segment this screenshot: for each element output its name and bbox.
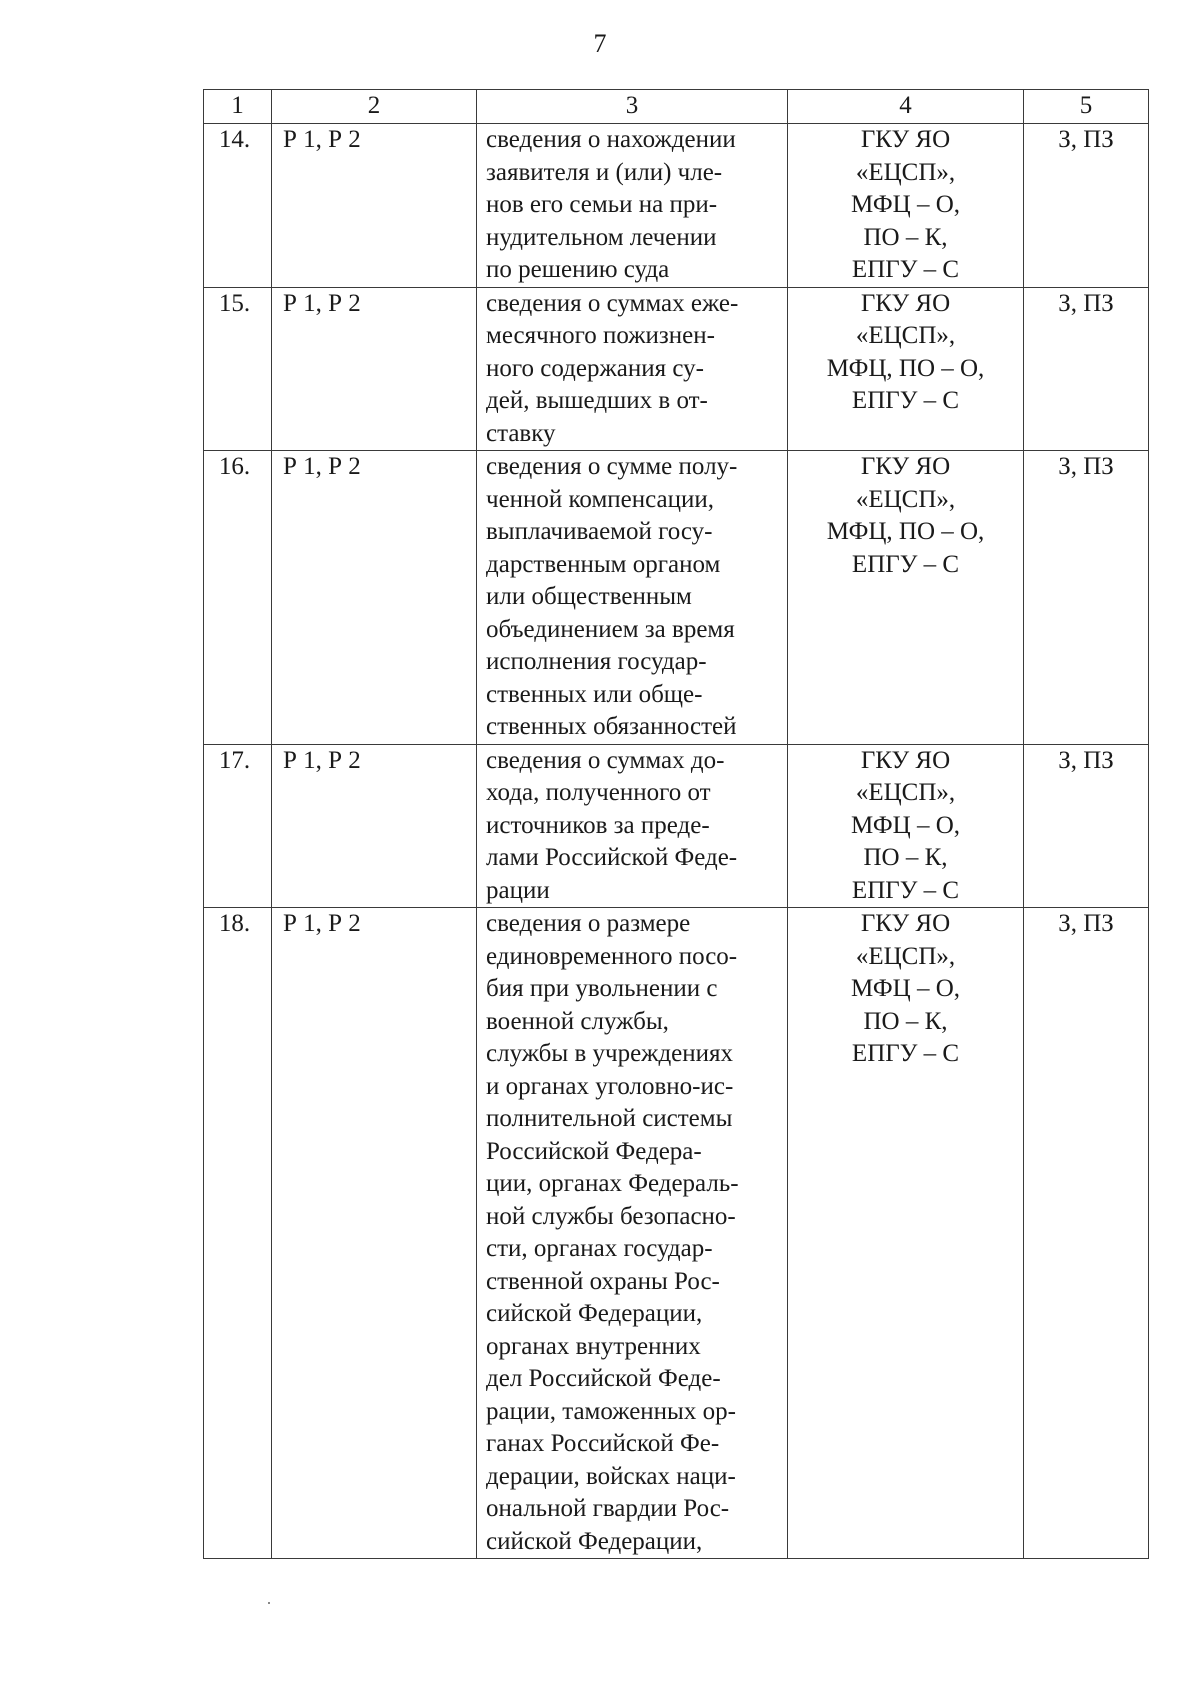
source-line: МФЦ – О,: [850, 975, 960, 1002]
row-source: [788, 451, 1024, 745]
description-line: дей, вышедших в от-: [486, 387, 708, 414]
row-type: З, ПЗ: [1024, 744, 1149, 908]
source-line: ГКУ ЯО: [860, 746, 951, 774]
description-line: ственной охраны Рос-: [486, 1267, 720, 1295]
source-line: МФЦ – О,: [850, 191, 960, 218]
description-line: дел Российской Феде-: [486, 1365, 721, 1392]
row-basis: Р 1, Р 2: [272, 451, 477, 745]
description-line: исполнения государ-: [486, 648, 707, 675]
description-line: военной службы,: [486, 1007, 669, 1035]
description-line: сведения о суммах еже-: [486, 289, 739, 317]
table-row: [204, 744, 1149, 908]
description-line: сти, органах государ-: [486, 1235, 713, 1262]
row-type: З, ПЗ: [1024, 451, 1149, 745]
row-type: З, ПЗ: [1024, 124, 1149, 288]
source-line: ЕПГУ – С: [851, 387, 960, 414]
source-line: МФЦ, ПО – О,: [826, 354, 985, 382]
source-line: ГКУ ЯО: [860, 453, 951, 480]
description-line: сведения о нахождении: [486, 126, 736, 153]
description-line: по решению суда: [486, 256, 670, 283]
row-number: 16.: [204, 451, 272, 745]
description-line: ганах Российской Фе-: [486, 1430, 720, 1457]
row-basis: Р 1, Р 2: [272, 744, 477, 908]
source-line: ПО – К,: [863, 223, 948, 251]
row-source: [788, 124, 1024, 288]
description-line: сведения о размере: [486, 910, 691, 937]
documents-table: [203, 89, 1149, 1559]
header-cell-1: 1: [204, 90, 272, 124]
description-line: или общественным: [486, 583, 692, 610]
source-line: МФЦ, ПО – О,: [826, 518, 985, 545]
description-line: нов его семьи на при-: [486, 191, 718, 218]
page-number: 7: [593, 29, 607, 58]
description-line: сийской Федерации,: [486, 1527, 703, 1555]
table-header-row: [204, 90, 1149, 124]
description-line: органах внутренних: [486, 1332, 701, 1360]
source-line: ПО – К,: [863, 844, 948, 871]
header-cell-4: 4: [788, 90, 1024, 124]
header-cell-3: 3: [477, 90, 788, 124]
table-row: [204, 287, 1149, 451]
description-line: месячного пожизнен-: [486, 322, 715, 349]
source-line: «ЕЦСП»,: [855, 322, 956, 349]
row-number: 15.: [204, 287, 272, 451]
header-cell-5: 5: [1024, 90, 1149, 124]
row-number: 17.: [204, 744, 272, 908]
scan-speck: [268, 1602, 270, 1604]
description-line: единовременного посо-: [486, 942, 738, 970]
description-line: ной службы безопасно-: [486, 1202, 736, 1230]
description-line: службы в учреждениях: [486, 1040, 734, 1067]
row-basis: Р 1, Р 2: [272, 124, 477, 288]
description-line: дерации, войсках наци-: [486, 1462, 736, 1490]
row-description: [477, 124, 788, 288]
source-line: ПО – К,: [863, 1007, 948, 1035]
source-line: «ЕЦСП»,: [855, 779, 956, 806]
description-line: заявителя и (или) чле-: [486, 158, 723, 186]
row-description: [477, 744, 788, 908]
source-line: ЕПГУ – С: [851, 550, 960, 578]
description-line: выплачиваемой госу-: [486, 518, 713, 545]
source-line: «ЕЦСП»,: [855, 158, 956, 186]
source-line: ГКУ ЯО: [860, 289, 951, 317]
description-line: сведения о суммах до-: [486, 746, 725, 774]
description-line: и органах уголовно-ис-: [486, 1072, 734, 1100]
description-line: лами Российской Феде-: [486, 844, 738, 871]
row-description: [477, 451, 788, 745]
row-type: З, ПЗ: [1024, 287, 1149, 451]
description-line: ставку: [486, 419, 556, 447]
source-line: «ЕЦСП»,: [855, 942, 956, 970]
source-line: ЕПГУ – С: [851, 256, 960, 283]
source-line: «ЕЦСП»,: [855, 485, 956, 513]
description-line: нудительном лечении: [486, 223, 717, 251]
row-source: [788, 287, 1024, 451]
row-source: [788, 744, 1024, 908]
source-line: ГКУ ЯО: [860, 910, 951, 937]
description-line: полнительной системы: [486, 1105, 733, 1132]
description-line: рации: [486, 876, 550, 904]
row-description: [477, 287, 788, 451]
description-line: объединением за время: [486, 615, 735, 643]
description-line: рации, таможенных ор-: [486, 1397, 736, 1425]
description-line: ственных обязанностей: [486, 713, 737, 740]
description-line: Российской Федера-: [486, 1137, 702, 1165]
table-row: [204, 124, 1149, 288]
header-cell-2: 2: [272, 90, 477, 124]
row-source: [788, 908, 1024, 1559]
row-description: [477, 908, 788, 1559]
description-line: сийской Федерации,: [486, 1300, 703, 1327]
description-line: хода, полученного от: [486, 779, 711, 806]
source-line: ЕПГУ – С: [851, 876, 960, 904]
description-line: дарственным органом: [486, 550, 721, 578]
description-line: ного содержания су-: [486, 354, 704, 382]
source-line: МФЦ – О,: [850, 811, 960, 839]
description-line: бия при увольнении с: [486, 975, 718, 1002]
source-line: ГКУ ЯО: [860, 126, 951, 153]
row-number: 14.: [204, 124, 272, 288]
description-line: ональной гвардии Рос-: [486, 1495, 730, 1522]
description-line: ченной компенсации,: [486, 485, 715, 513]
description-line: ственных или обще-: [486, 680, 703, 708]
table-row: [204, 451, 1149, 745]
row-basis: Р 1, Р 2: [272, 908, 477, 1559]
table-row: [204, 908, 1149, 1559]
row-basis: Р 1, Р 2: [272, 287, 477, 451]
row-number: 18.: [204, 908, 272, 1559]
source-line: ЕПГУ – С: [851, 1040, 960, 1067]
row-type: З, ПЗ: [1024, 908, 1149, 1559]
description-line: ции, органах Федераль-: [486, 1170, 739, 1197]
description-line: источников за преде-: [486, 811, 710, 839]
description-line: сведения о сумме полу-: [486, 453, 738, 480]
